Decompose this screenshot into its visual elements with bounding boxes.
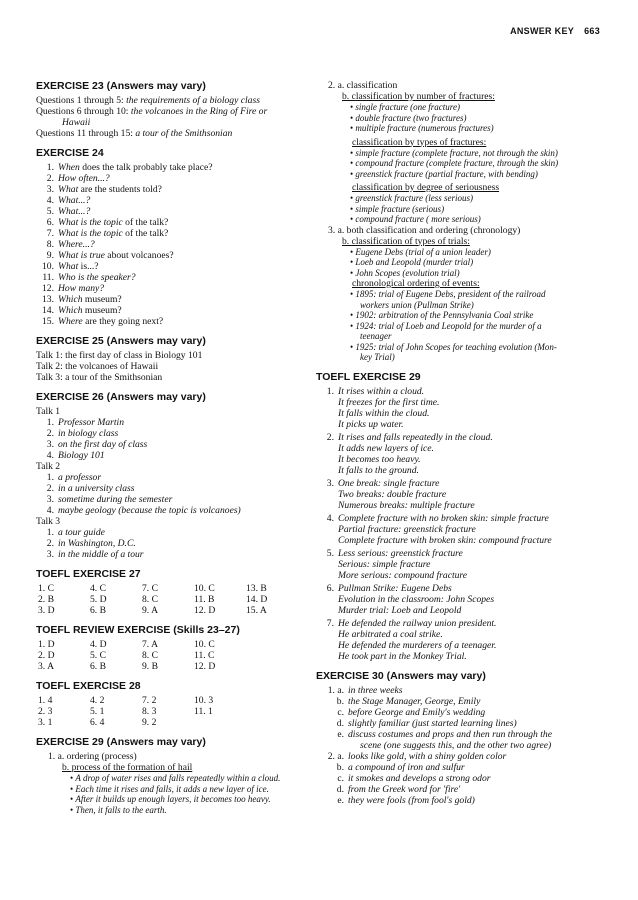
exercise-24-item xyxy=(36,294,304,305)
trial-bullet: • Eugene Debs (trial of a union leader) xyxy=(350,247,606,258)
fracture-group-heading: b. classification by number of fractures: xyxy=(342,91,495,102)
toefl-29-line xyxy=(338,500,606,511)
toefl-28-cell xyxy=(194,717,246,728)
toefl-29-line xyxy=(338,489,606,500)
talk-label: Talk 3 xyxy=(36,516,61,527)
exercise-29-3a: 3. a. both classification and ordering (chronology) xyxy=(328,224,521,236)
item-answer: It freezes for the first time. xyxy=(338,396,440,408)
review-row xyxy=(38,661,304,672)
exercise-30-list xyxy=(316,685,606,806)
talk-item xyxy=(36,505,304,516)
item-number: 5. xyxy=(326,547,334,559)
talk-item xyxy=(36,439,304,450)
toefl-28-cell: 11. 1 xyxy=(194,706,213,717)
item-number: 6. xyxy=(46,217,54,228)
item-answer: they were fools (from fool's gold) xyxy=(348,794,475,806)
item-answer: a compound of iron and sulfur xyxy=(348,761,465,773)
item-answer: It adds new layers of ice. xyxy=(338,442,434,454)
right-column xyxy=(316,80,606,806)
exercise-24-item xyxy=(36,184,304,195)
item-answer: it smokes and develops a strong odor xyxy=(348,772,491,784)
item-question-word: What...? xyxy=(58,195,91,206)
item-question-word: Where xyxy=(58,316,83,327)
toefl-29-list xyxy=(316,386,606,662)
item-number: 3. xyxy=(46,439,54,450)
item-question-word: When xyxy=(58,162,80,173)
item-number: 7. xyxy=(326,617,334,629)
item-answer: in the middle of a tour xyxy=(58,549,144,560)
item-number: 8. xyxy=(46,239,54,250)
item-number: 13. xyxy=(42,294,54,305)
item-number: 14. xyxy=(42,305,54,316)
review-cell: 12. D xyxy=(194,661,216,672)
exercise-23-line xyxy=(36,106,304,117)
item-label: e. xyxy=(337,794,344,806)
item-answer: in Washington, D.C. xyxy=(58,538,136,549)
review-title: TOEFL REVIEW EXERCISE (Skills 23–27) xyxy=(36,624,240,636)
item-answer: a tour guide xyxy=(58,527,105,538)
item-question-word: What xyxy=(58,184,79,195)
exercise-24-item xyxy=(36,261,304,272)
toefl-27-cell: 3. D xyxy=(38,605,55,616)
chronological-continuation: key Trial) xyxy=(360,352,395,362)
toefl-28-cell: 10. 3 xyxy=(194,695,214,706)
toefl-27-cell: 6. B xyxy=(90,605,106,616)
item-answer: a professor xyxy=(58,472,102,483)
line-label: Questions 1 through 5: xyxy=(36,95,127,106)
toefl-29-line xyxy=(338,454,606,465)
review-row xyxy=(38,650,304,661)
item-number: 1. xyxy=(46,472,54,483)
item-answer: He defended the railway union president. xyxy=(338,617,497,629)
exercise-30-q1-item xyxy=(316,696,606,707)
item-question-rest: museum? xyxy=(82,305,122,316)
item-question-word: Which xyxy=(58,305,83,316)
line-answer: Hawaii xyxy=(62,117,91,128)
exercise-25-body xyxy=(36,350,304,383)
toefl-27-cell: 14. D xyxy=(246,594,268,605)
talk-label: Talk 2 xyxy=(36,461,61,472)
item-number: 15. xyxy=(42,316,54,327)
running-header xyxy=(510,26,600,37)
item-answer: discuss costumes and props and then run through the xyxy=(348,728,552,740)
item-answer: Complete fracture with broken skin: compound fracture xyxy=(338,534,552,546)
exercise-30-q2-item xyxy=(316,784,606,795)
toefl-29-line xyxy=(338,408,606,419)
item-answer: It becomes too heavy. xyxy=(338,453,421,465)
item-question-rest: is...? xyxy=(78,261,99,272)
item-answer: Complete fracture with no broken skin: simple fracture xyxy=(338,512,549,524)
fracture-bullet: • greenstick fracture (partial fracture, with bending) xyxy=(350,169,606,180)
item-answer: Less serious: greenstick fracture xyxy=(338,547,463,559)
item-label: c. xyxy=(337,772,344,784)
toefl-29-line xyxy=(338,651,606,662)
exercise-24-list xyxy=(36,162,304,327)
item-label: 2. a. xyxy=(327,750,344,762)
item-label: d. xyxy=(336,783,344,795)
exercise-24-item xyxy=(36,228,304,239)
item-label: d. xyxy=(336,717,344,729)
exercise-29-1a: 1. a. ordering (process) xyxy=(48,751,137,762)
item-answer: It rises within a cloud. xyxy=(338,385,425,397)
item-number: 12. xyxy=(42,283,54,294)
exercise-30-q1-item xyxy=(316,707,606,718)
toefl-28-cell: 8. 3 xyxy=(142,706,157,717)
exercise-24-item xyxy=(36,217,304,228)
toefl-27-cell: 11. B xyxy=(194,594,215,605)
toefl-28-title: TOEFL EXERCISE 28 xyxy=(36,680,141,692)
item-answer: Evolution in the classroom: John Scopes xyxy=(338,593,495,605)
toefl-28-cell: 4. 2 xyxy=(90,695,105,706)
toefl-29-line xyxy=(316,618,606,629)
item-answer: Pullman Strike: Eugene Debs xyxy=(338,582,452,594)
toefl-29-line xyxy=(338,524,606,535)
toefl-27-cell: 1. C xyxy=(38,583,54,594)
item-question-word: How many? xyxy=(58,283,105,294)
hail-bullet: • Each time it rises and falls, it adds a new layer of ice. xyxy=(70,784,304,795)
item-question-rest: are the students told? xyxy=(78,184,162,195)
exercise-24-item xyxy=(36,206,304,217)
exercise-30-q1-item xyxy=(316,718,606,729)
item-answer: Murder trial: Loeb and Leopold xyxy=(338,604,462,616)
fracture-bullet: • simple fracture (serious) xyxy=(350,204,606,215)
exercise-30-q1-item-continuation: scene (one suggests this, and the other two agree) xyxy=(360,739,552,751)
fracture-groups xyxy=(316,91,606,225)
exercise-25-title: EXERCISE 25 (Answers may vary) xyxy=(36,335,206,347)
fracture-bullet: • compound fracture ( more serious) xyxy=(350,214,606,225)
fracture-bullet: • compound fracture (complete fracture, through the skin) xyxy=(350,158,606,169)
talk-label: Talk 1 xyxy=(36,406,61,417)
item-number: 4. xyxy=(46,195,54,206)
chronological-bullet: • 1895: trial of Eugene Debs, president of the railroad xyxy=(350,289,606,300)
review-cell: 3. A xyxy=(38,661,54,672)
item-question-word: Where...? xyxy=(58,239,95,250)
item-answer: More serious: compound fracture xyxy=(338,569,468,581)
item-answer: It rises and falls repeatedly in the cloud. xyxy=(338,431,493,443)
item-number: 3. xyxy=(46,549,54,560)
exercise-30-q1-item xyxy=(316,729,606,740)
review-cell: 2. D xyxy=(38,650,55,661)
item-answer: in a university class xyxy=(58,483,135,494)
exercise-30-q2-item xyxy=(316,795,606,806)
review-cell: 8. C xyxy=(142,650,158,661)
toefl-29-line xyxy=(338,419,606,430)
talk-item xyxy=(36,417,304,428)
item-number: 2. xyxy=(326,431,334,443)
item-label: 1. a. xyxy=(327,684,344,696)
item-answer: maybe geology (because the topic is volcanoes) xyxy=(58,505,241,516)
item-number: 4. xyxy=(326,512,334,524)
talk-item xyxy=(36,483,304,494)
talk-item xyxy=(36,494,304,505)
toefl-27-row xyxy=(38,583,304,594)
toefl-27-cell: 4. C xyxy=(90,583,106,594)
item-answer: sometime during the semester xyxy=(58,494,173,505)
review-cell: 5. C xyxy=(90,650,106,661)
fracture-bullet: • double fracture (two fractures) xyxy=(350,113,606,124)
exercise-23-body xyxy=(36,95,304,139)
exercise-24-item xyxy=(36,316,304,327)
chronological-heading: chronological ordering of events: xyxy=(352,278,480,289)
hail-bullet: • A drop of water rises and falls repeatedly within a cloud. xyxy=(70,773,304,784)
toefl-29-line xyxy=(338,443,606,454)
item-number: 7. xyxy=(46,228,54,239)
review-cell: 6. B xyxy=(90,661,106,672)
fracture-bullet: • multiple fracture (numerous fractures) xyxy=(350,123,606,134)
toefl-29-line xyxy=(316,432,606,443)
item-number: 1. xyxy=(46,417,54,428)
exercise-24-item xyxy=(36,239,304,250)
review-cell: 11. C xyxy=(194,650,215,661)
header-title: ANSWER KEY xyxy=(510,26,575,36)
toefl-27-cell: 5. D xyxy=(90,594,107,605)
exercise-24-item xyxy=(36,250,304,261)
toefl-27-answers xyxy=(36,583,304,616)
item-number: 6. xyxy=(326,582,334,594)
toefl-28-cell: 6. 4 xyxy=(90,717,105,728)
toefl-28-cell: 5. 1 xyxy=(90,706,105,717)
fracture-bullet: • greenstick fracture (less serious) xyxy=(350,193,606,204)
item-number: 2. xyxy=(46,483,54,494)
toefl-29-line xyxy=(316,386,606,397)
line-label: Questions 11 through 15: xyxy=(36,128,136,139)
item-answer: It picks up water. xyxy=(338,418,404,430)
exercise-23-title: EXERCISE 23 (Answers may vary) xyxy=(36,80,206,92)
toefl-27-cell: 9. A xyxy=(142,605,158,616)
item-answer: the Stage Manager, George, Emily xyxy=(348,695,481,707)
exercise-23-line xyxy=(62,117,304,128)
fracture-group-heading: classification by types of fractures: xyxy=(352,136,487,148)
item-answer: slightly familiar (just started learning lines) xyxy=(348,717,517,729)
exercise-24-item xyxy=(36,305,304,316)
exercise-29-bullets xyxy=(36,773,304,815)
item-question-rest: museum? xyxy=(82,294,122,305)
item-question-word: Which xyxy=(58,294,83,305)
exercise-25-line: Talk 3: a tour of the Smithsonian xyxy=(36,372,163,383)
exercise-30-q1-item xyxy=(316,685,606,696)
toefl-27-cell: 12. D xyxy=(194,605,216,616)
exercise-24-item xyxy=(36,195,304,206)
toefl-28-cell: 9. 2 xyxy=(142,717,157,728)
item-answer: Partial fracture: greenstick fracture xyxy=(338,523,476,535)
item-answer: He defended the murderers of a teenager. xyxy=(338,639,497,651)
toefl-29-line xyxy=(338,594,606,605)
item-number: 10. xyxy=(42,261,54,272)
hail-bullet: • After it builds up enough layers, it becomes too heavy. xyxy=(70,794,304,805)
chronological-continuation: teenager xyxy=(360,331,392,341)
line-answer: a tour of the Smithsonian xyxy=(135,128,233,139)
toefl-29-line xyxy=(338,535,606,546)
review-cell: 9. B xyxy=(142,661,158,672)
item-number: 2. xyxy=(46,428,54,439)
item-answer: It falls to the ground. xyxy=(338,464,419,476)
item-answer: Two breaks: double fracture xyxy=(338,488,447,500)
chronological-bullet: • 1924: trial of Loeb and Leopold for the murder of a xyxy=(350,321,606,332)
review-answers xyxy=(36,639,304,672)
trial-bullet: • Loeb and Leopold (murder trial) xyxy=(350,257,606,268)
review-cell: 1. D xyxy=(38,639,55,650)
item-number: 3. xyxy=(326,477,334,489)
toefl-27-title: TOEFL EXERCISE 27 xyxy=(36,568,141,580)
toefl-29-line xyxy=(338,570,606,581)
item-answer: One break: single fracture xyxy=(338,477,440,489)
item-answer: before George and Emily's wedding xyxy=(348,706,486,718)
trial-groups xyxy=(316,236,606,279)
toefl-29-line xyxy=(316,548,606,559)
line-label: Questions 6 through 10: xyxy=(36,106,131,117)
item-number: 2. xyxy=(46,173,54,184)
toefl-29-line xyxy=(316,478,606,489)
exercise-30-q2-item xyxy=(316,751,606,762)
item-question-rest: of the talk? xyxy=(122,217,169,228)
exercise-25-line: Talk 2: the volcanoes of Hawaii xyxy=(36,361,159,372)
item-answer: in three weeks xyxy=(348,684,403,696)
talk-item xyxy=(36,428,304,439)
toefl-27-cell: 8. C xyxy=(142,594,158,605)
toefl-29-line xyxy=(338,397,606,408)
item-number: 1. xyxy=(46,527,54,538)
item-question-word: What is the topic xyxy=(58,228,123,239)
fracture-bullet: • simple fracture (complete fracture, not through the skin) xyxy=(350,148,606,159)
item-question-word: Who is the speaker? xyxy=(58,272,136,283)
talk-item xyxy=(36,472,304,483)
toefl-29-line xyxy=(338,605,606,616)
exercise-29-1b: b. process of the formation of hail xyxy=(62,762,193,773)
toefl-28-cell: 2. 3 xyxy=(38,706,53,717)
exercise-23-line xyxy=(36,95,304,106)
chronological-continuation: workers union (Pullman Strike) xyxy=(360,299,474,310)
item-answer: He took part in the Monkey Trial. xyxy=(338,650,467,662)
item-label: b. xyxy=(336,695,344,707)
toefl-28-row xyxy=(38,706,304,717)
toefl-29-line xyxy=(338,559,606,570)
toefl-28-row xyxy=(38,695,304,706)
toefl-29-line xyxy=(316,583,606,594)
line-answer: the requirements of a biology class xyxy=(126,95,260,106)
toefl-27-cell: 13. B xyxy=(246,583,267,594)
exercise-24-item xyxy=(36,283,304,294)
item-question-word: What is the topic xyxy=(58,217,123,228)
item-answer: from the Greek word for 'fire' xyxy=(348,783,461,795)
toefl-29-line xyxy=(338,465,606,476)
item-number: 3. xyxy=(46,184,54,195)
toefl-29-line xyxy=(338,629,606,640)
item-number: 11. xyxy=(42,272,54,283)
exercise-24-item xyxy=(36,272,304,283)
chronological-bullet: • 1925: trial of John Scopes for teaching evolution (Mon- xyxy=(350,342,606,353)
toefl-27-cell: 10. C xyxy=(194,583,215,594)
item-answer: He arbitrated a coal strike. xyxy=(338,628,443,640)
hail-bullet: • Then, it falls to the earth. xyxy=(70,805,304,816)
item-question-word: How often...? xyxy=(58,173,110,184)
chronological-list xyxy=(316,289,606,363)
exercise-25-line: Talk 1: the first day of class in Biology 101 xyxy=(36,350,203,361)
item-answer: looks like gold, with a shiny golden color xyxy=(348,750,507,762)
toefl-29-line xyxy=(316,513,606,524)
exercise-24-item xyxy=(36,173,304,184)
toefl-27-cell: 15. A xyxy=(246,605,267,616)
exercise-29-title: EXERCISE 29 (Answers may vary) xyxy=(36,736,206,748)
exercise-30-q2-item xyxy=(316,762,606,773)
chronological-bullet: • 1902: arbitration of the Pennsylvania Coal strike xyxy=(350,310,606,321)
item-question-rest: are they going next? xyxy=(82,316,164,327)
toefl-28-answers xyxy=(36,695,304,728)
talk-item xyxy=(36,549,304,560)
talk-item xyxy=(36,450,304,461)
item-question-rest: of the talk? xyxy=(122,228,169,239)
fracture-group-heading: classification by degree of seriousness xyxy=(352,182,500,193)
item-label: c. xyxy=(337,706,344,718)
toefl-28-cell: 7. 2 xyxy=(142,695,157,706)
line-answer: the volcanoes in the Ring of Fire or xyxy=(130,106,268,117)
item-question-word: What is true xyxy=(58,250,105,261)
toefl-27-row xyxy=(38,605,304,616)
item-number: 2. xyxy=(46,538,54,549)
item-number: 4. xyxy=(46,450,54,461)
item-answer: on the first day of class xyxy=(58,439,148,450)
toefl-27-row xyxy=(38,594,304,605)
talk-item xyxy=(36,538,304,549)
item-question-word: What xyxy=(58,261,79,272)
exercise-26-title: EXERCISE 26 (Answers may vary) xyxy=(36,391,206,403)
toefl-27-cell: 7. C xyxy=(142,583,158,594)
toefl-28-cell: 3. 1 xyxy=(38,717,53,728)
exercise-30-q2-item xyxy=(316,773,606,784)
left-column xyxy=(36,80,304,815)
item-number: 9. xyxy=(46,250,54,261)
review-cell: 4. D xyxy=(90,639,107,650)
toefl-29-title: TOEFL EXERCISE 29 xyxy=(316,370,421,383)
item-number: 5. xyxy=(46,206,54,217)
item-number: 4. xyxy=(46,505,54,516)
item-answer: Biology 101 xyxy=(58,450,105,461)
talk-item xyxy=(36,527,304,538)
toefl-27-cell: 2. B xyxy=(38,594,54,605)
page-number: 663 xyxy=(584,26,600,36)
item-answer: It falls within the cloud. xyxy=(338,407,430,419)
item-label: b. xyxy=(336,761,344,773)
toefl-28-cell: 1. 4 xyxy=(38,695,53,706)
item-answer: Numerous breaks: multiple fracture xyxy=(338,499,475,511)
item-number: 1. xyxy=(46,162,54,173)
item-number: 3. xyxy=(46,494,54,505)
exercise-26-body xyxy=(36,406,304,560)
review-cell: 10. C xyxy=(194,639,215,650)
item-answer: in biology class xyxy=(58,428,119,439)
exercise-24-title: EXERCISE 24 xyxy=(36,147,104,159)
item-answer: Professor Martin xyxy=(58,417,125,428)
toefl-28-row xyxy=(38,717,304,728)
review-cell: 7. A xyxy=(142,639,158,650)
item-question-rest: about volcanoes? xyxy=(104,250,174,261)
exercise-23-line xyxy=(36,128,304,139)
item-question-word: What...? xyxy=(58,206,91,217)
item-answer: Serious: simple fracture xyxy=(338,558,431,570)
exercise-24-item xyxy=(36,162,304,173)
toefl-29-line xyxy=(338,640,606,651)
review-row xyxy=(38,639,304,650)
trial-bullet: • John Scopes (evolution trial) xyxy=(350,268,606,279)
exercise-29-2a: 2. a. classification xyxy=(328,80,398,91)
fracture-bullet: • single fracture (one fracture) xyxy=(350,102,606,113)
item-question-rest: does the talk probably take place? xyxy=(79,162,213,173)
trial-group-heading: b. classification of types of trials: xyxy=(342,235,470,247)
exercise-30-title: EXERCISE 30 (Answers may vary) xyxy=(316,669,486,682)
item-label: e. xyxy=(337,728,344,740)
item-number: 1. xyxy=(326,385,334,397)
